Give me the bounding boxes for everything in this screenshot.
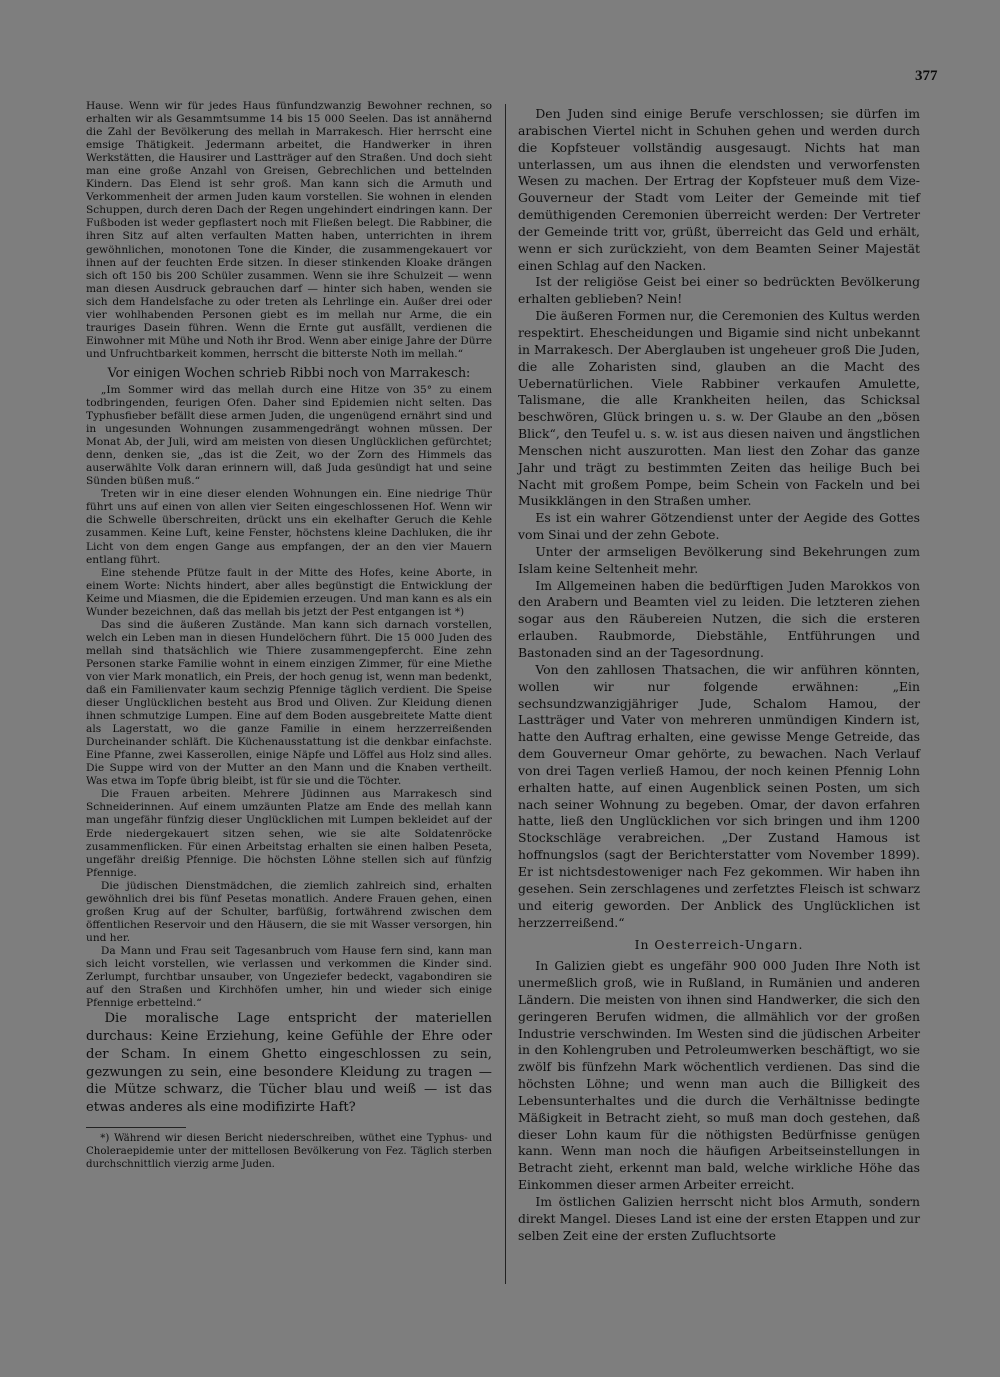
paragraph: „Im Sommer wird das mellah durch eine Hitze von 35° zu einem todbringenden, feurigen Ofen. Daher sind Epidemien nicht selten. Das Typhusfieber befällt diese armen Juden, die ungenügend ernährt sind und in ungesunden Wohnungen zusammengedrängt wohnen müssen. Der Monat Ab, der Juli, wird am meisten von diesen Unglücklichen gefürchtet; denn, denken sie, „das ist die Zeit, wo der Zorn des Himmels das auserwählte Volk daran erinnern will, daß Juda gesündigt hat und seine Sünden büßen muß.“ [86,383,492,488]
paragraph: Treten wir in eine dieser elenden Wohnungen ein. Eine niedrige Thür führt uns auf einen von allen vier Seiten eingeschlossenen Hof. Wenn wir die Schwelle überschreiten, drückt uns ein ekelhafter Geruch die Kehle zusammen. Keine Luft, keine Fenster, höchstens kleine Dachluken, die ihr Licht von dem engen Gange aus empfangen, der an den vier Mauern entlang führt. [86,488,492,566]
paragraph: Es ist ein wahrer Götzendienst unter der Aegide des Gottes vom Sinai und der zehn Gebote. [518,510,920,543]
paragraph: In Galizien giebt es ungefähr 900 000 Juden Ihre Noth ist unermeßlich groß, wie in Rußland, in Rumänien und anderen Ländern. Die meisten von ihnen sind Handwerker, die sich den geringeren Berufen widmen, die allmählich vor der großen Industrie verschwinden. Im Westen sind die jüdischen Arbeiter in den Kohlengruben und Petroleumwerken beschäftigt, wo sie zwölf bis fünfzehn Mark wöchentlich verdienen. Das sind die höchsten Löhne; und wenn man auch die Billigkeit des Lebensunterhaltes und die durch die Verhältnisse bedingte Mäßigkeit in Betracht zieht, so muß man doch gestehen, daß dieser Lohn kaum für die nöthigsten Bedürfnisse genügen kann. Wenn man noch die häufigen Arbeitseinstellungen in Betracht zieht, erkennt man bald, welche wirkliche Höhe das Einkommen dieser armen Arbeiter erreicht. [518,958,920,1193]
paragraph: Die moralische Lage entspricht der materiellen durchaus: Keine Erziehung, keine Gefühle der Ehre oder der Scham. In einem Ghetto eingeschlossen zu sein, gezwungen zu sein, eine besondere Kleidung zu tragen — die Mütze schwarz, die Tücher blau und weiß — ist das etwas anderes als eine modifizirte Haft? [86,1011,492,1116]
paragraph: Eine stehende Pfütze fault in der Mitte des Hofes, keine Aborte, in einem Worte: Nichts hindert, aber alles begünstigt die Entwicklung der Keime und Miasmen, die die Epidemien erzeugen. Und man kann es als ein Wunder bezeichnen, daß das mellah bis jetzt der Pest entgangen ist *) [86,566,492,618]
right-column [518,106,920,1245]
footnote: *) Während wir diesen Bericht niederschreiben, wüthet eine Typhus- und Choleraepidemie unter der mittellosen Bevölkerung von Fez. Täglich sterben durchschnittlich vierzig arme Juden. [86,1132,492,1171]
paragraph: Hause. Wenn wir für jedes Haus fünfundzwanzig Bewohner rechnen, so erhalten wir als Gesammtsumme 14 bis 15 000 Seelen. Das ist annähernd die Zahl der Bevölkerung des mellah in Marrakesch. Hier herrscht eine emsige Thätigkeit. Jedermann arbeitet, die Handwerker in ihren Werkstätten, die Hausirer und Lastträger auf den Straßen. Und doch sieht man eine große Anzahl von Greisen, Gebrechlichen und bettelnden Kindern. Das Elend ist sehr groß. Man kann sich die Armuth und Verkommenheit der armen Juden kaum vorstellen. Sie wohnen in elenden Schuppen, durch deren Dach der Regen ungehindert eindringen kann. Der Fußboden ist weder gepflastert noch mit Fließen belegt. Die Rabbiner, die ihren Sitz auf alten verfaulten Matten haben, unterrichten in ihrem gewöhnlichen, monotonen Tone die Kinder, die zusammengekauert vor ihnen auf der feuchten Erde sitzen. In dieser stinkenden Kloake drängen sich oft 150 bis 200 Schüler zusammen. Wenn sie ihre Schulzeit — wenn man diesen Ausdruck gebrauchen darf — hinter sich haben, wenden sie sich dem Handelsfache zu oder treten als Lehrlinge ein. Außer drei oder vier wohlhabenden Personen giebt es im mellah nur Arme, die ein trauriges Dasein führen. Wenn die Ernte gut ausfällt, verdienen die Einwohner mit Mühe und Noth ihr Brod. Wenn aber einige Jahre der Dürre und Unfruchtbarkeit kommen, herrscht die bitterste Noth im mellah.“ [86,100,492,360]
paragraph: Da Mann und Frau seit Tagesanbruch vom Hause fern sind, kann man sich leicht vorstellen, wie verlassen und verkommen die Kinder sind. Zerlumpt, furchtbar unsauber, von Ungeziefer bedeckt, vagabondiren sie auf den Straßen und Kirchhöfen umher, hin und wieder sich einige Pfennige erbettelnd.“ [86,944,492,1010]
paragraph: Die Frauen arbeiten. Mehrere Jüdinnen aus Marrakesch sind Schneiderinnen. Auf einem umzäunten Platze am Ende des mellah kann man ungefähr fünfzig dieser Unglücklichen mit Lumpen bekleidet auf der Erde niedergekauert sitzen sehen, wie sie alte Soldatenröcke zusammenflicken. Für einen Arbeitstag erhalten sie einen halben Peseta, ungefähr dreißig Pfennige. Die höchsten Löhne stellen sich auf fünfzig Pfennige. [86,788,492,879]
left-column [86,100,492,1172]
paragraph: Die äußeren Formen nur, die Ceremonien des Kultus werden respektirt. Ehescheidungen und Bigamie sind nicht unbekannt in Marrakesch. Der Aberglauben ist ungeheuer groß Die Juden, die alle Zoharisten sind, glauben an die Macht des Uebernatürlichen. Viele Rabbiner verkaufen Amulette, Talismane, die alle Krankheiten heilen, das Schicksal beschwören, Glück bringen u. s. w. Der Glaube an den „bösen Blick“, den Teufel u. s. w. ist aus diesen naiven und ängstlichen Menschen nicht auszurotten. Man liest den Zohar das ganze Jahr und trägt zu bestimmten Zeiten das heilige Buch bei Nacht mit großem Pompe, beim Schein von Fackeln und bei Musikklängen in den Straßen umher. [518,308,920,509]
section-heading: In Oesterreich-Ungarn. [634,937,804,953]
paragraph: Von den zahllosen Thatsachen, die wir anführen könnten, wollen wir nur folgende erwähnen: „Ein sechsundzwanzigjähriger Jude, Schalom Hamou, der Lastträger und Vater von mehreren unmündigen Kindern ist, hatte den Auftrag erhalten, eine gewisse Menge Getreide, das dem Gouverneur Omar gehörte, zu bewachen. Nach Verlauf von drei Tagen verließ Hamou, der noch keinen Pfennig Lohn erhalten hatte, auf einen Augenblick seinen Posten, um sich nach seiner Wohnung zu begeben. Omar, der davon erfahren hatte, ließ den Unglücklichen vor sich bringen und ihm 1200 Stockschläge verabreichen. „Der Zustand Hamous ist hoffnungslos (sagt der Berichterstatter vom November 1899). Er ist nichtsdestoweniger nach Fez gekommen. Wir haben ihn gesehen. Sein zerschlagenes und zerfetztes Fleisch ist schwarz und eiterig geworden. Der Anblick des Unglücklichen ist herzzerreißend.“ [518,661,920,930]
paragraph: Ist der religiöse Geist bei einer so bedrückten Bevölkerung erhalten geblieben? Nein! [518,274,920,307]
page-number: 377 [915,68,938,84]
paragraph: Unter der armseligen Bevölkerung sind Bekehrungen zum Islam keine Seltenheit mehr. [518,543,920,576]
footnote-divider [86,1127,186,1128]
paragraph: Im östlichen Galizien herrscht nicht blos Armuth, sondern direkt Mangel. Dieses Land ist eine der ersten Etappen und zur selben Zeit eine der ersten Zufluchtsorte [518,1194,920,1243]
paragraph: Die jüdischen Dienstmädchen, die ziemlich zahlreich sind, erhalten gewöhnlich drei bis fünf Pesetas monatlich. Andere Frauen gehen, einen großen Krug auf der Schulter, barfüßig, fortwährend zwischen dem öffentlichen Reservoir und den Häusern, die sie mit Wasser versorgen, hin und her. [86,879,492,944]
column-divider [505,104,506,1284]
section-heading: Vor einigen Wochen schrieb Ribbi noch von Marrakesch: [107,364,471,380]
paragraph: Im Allgemeinen haben die bedürftigen Juden Marokkos von den Arabern und Beamten viel zu leiden. Die letzteren ziehen sogar aus den Räubereien Nutzen, die sich die ersteren erlauben. Raubmorde, Diebstähle, Entführungen und Bastonaden sind an der Tagesordnung. [518,577,920,660]
paragraph: Den Juden sind einige Berufe verschlossen; sie dürfen im arabischen Viertel nicht in Schuhen gehen und werden durch die Kopfsteuer vollständig ausgesaugt. Nichts hat man unterlassen, um aus ihnen die elendsten und verworfensten Wesen zu machen. Der Ertrag der Kopfsteuer muß dem Vize-Gouverneur der Stadt vom Leiter der Gemeinde mit tief demüthigenden Ceremonien überreicht werden: Der Vertreter der Gemeinde tritt vor, grüßt, überreicht das Geld und erhält, wenn er sich zurückzieht, von dem Beamten Seiner Majestät einen Schlag auf den Nacken. [518,106,920,273]
paragraph: Das sind die äußeren Zustände. Man kann sich darnach vorstellen, welch ein Leben man in diesen Hundelöchern führt. Die 15 000 Juden des mellah sind thatsächlich wie Thiere zusammengepfercht. Eine zehn Personen starke Familie wohnt in einem einzigen Zimmer, für eine Miethe von vier Mark monatlich, ein Preis, der hoch genug ist, wenn man bedenkt, daß ein Familienvater kaum sechzig Pfennige täglich verdient. Die Speise dieser Unglücklichen besteht aus Brod und Oliven. Zur Kleidung dienen ihnen schmutzige Lumpen. Eine auf dem Boden ausgebreitete Matte dient als Lagerstatt, wo die ganze Familie in einem herzzerreißenden Durcheinander schläft. Die Küchenausstattung ist die denkbar einfachste. Eine Pfanne, zwei Kasserollen, einige Näpfe und Löffel aus Holz sind alles. Die Suppe wird von der Mutter an den Mann und die Knaben vertheilt. Was etwa im Topfe übrig bleibt, ist für sie und die Töchter. [86,618,492,788]
